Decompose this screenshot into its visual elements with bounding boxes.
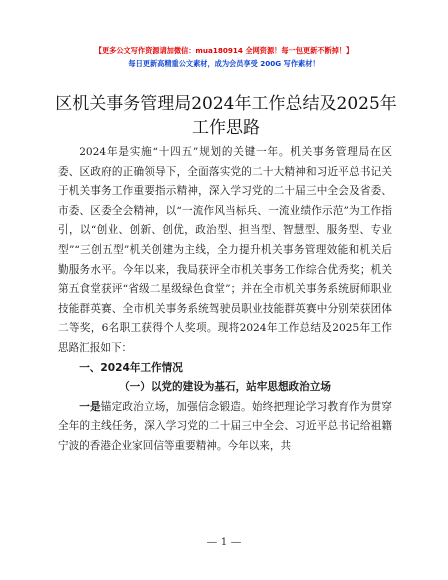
document-body [58, 143, 392, 457]
subsection-heading: （一）以党的建设为基石，站牢思想政治立场 [119, 381, 331, 394]
promo-banner-red: 【更多公文写作资源请加微信：mua180914 全网资源！每一包更新不断掉！】 [94, 46, 354, 55]
page-number: — 1 — [206, 536, 242, 548]
section-heading: 一、2024年工作情况 [79, 361, 183, 374]
body-paragraph [58, 398, 392, 457]
intro-paragraph: 2024年是实施“十四五”规划的关键一年。机关事务管理局在区委、区政府的正确领导下，全面落实党的二十大精神和习近平总书记关于机关事务工作重要指示精神，深入学习党的二十届三中全会及省委、市委、区委全会精神，以“一流作风当标兵、一流业绩作示范”为工作指引，以“创业、创新、创优，政治型、担当型、智慧型、服务型、专业型”“三创五型”机关创建为主线，全力提升机关事务管理效能和机关后勤服务水平。今年以来，我局获评全市机关事务工作综合优秀奖；机关第五食堂获评“省级二星级绿色食堂”；并在全市机关事务系统厨师职业技能群英赛、全市机关事务系统驾驶员职业技能群英赛中分别荣获团体二等奖，6名职工获得个人奖项。现将2024年工作总结及2025年工作思路汇报如下： [58, 146, 392, 354]
promo-banner-blue: 每日更新高精重公文素材，成为会员享受 200G 写作素材！ [128, 59, 320, 68]
paragraph-lead: 一是 [79, 400, 101, 413]
paragraph-text: 锚定政治立场，加强信念锻造。始终把理论学习教育作为贯穿全年的主线任务，深入学习党的二十届三中全会、习近平总书记给祖籍宁波的香港企业家回信等重要精神。今年以来，共 [58, 400, 393, 452]
document-title: 区机关事务管理局2024年工作总结及2025年工作思路 [55, 94, 397, 138]
